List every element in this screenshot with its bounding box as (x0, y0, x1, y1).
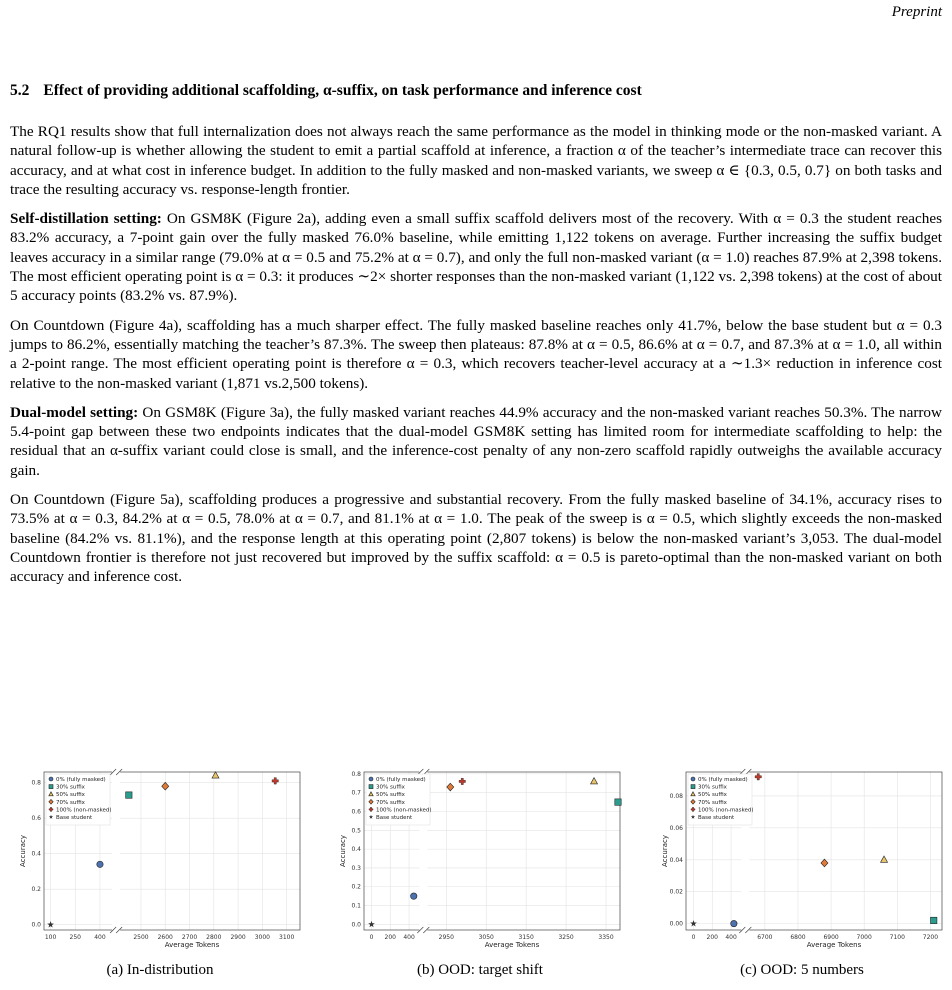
y-axis-label: Accuracy (19, 835, 27, 867)
data-point-70-suffix (821, 859, 828, 867)
data-point-50-suffix (591, 778, 598, 784)
section-heading (10, 82, 642, 100)
legend-marker-0-fully-masked (369, 777, 373, 781)
x-tick-label: 3100 (279, 934, 295, 941)
data-point-30-suffix (126, 792, 132, 798)
x-tick-label: 3150 (518, 934, 534, 941)
y-tick-label: 0.8 (31, 779, 41, 787)
x-tick-label: 6700 (757, 934, 773, 941)
x-tick-label: 200 (706, 934, 719, 941)
running-header: Preprint (891, 4, 942, 20)
legend-label-100-non-masked: 100% (non-masked) (698, 807, 754, 814)
data-point-0-fully-masked (97, 861, 103, 867)
figure-b (330, 605, 630, 950)
x-tick-label: 7100 (889, 934, 905, 941)
y-tick-label: 0.8 (351, 770, 361, 778)
x-tick-label: 250 (69, 934, 81, 941)
x-tick-label: 2500 (133, 934, 149, 941)
data-point-0-fully-masked (731, 920, 737, 926)
axis-break-gap (112, 769, 120, 933)
x-tick-label: 100 (44, 934, 57, 941)
legend-label-0-fully-masked: 0% (fully masked) (698, 777, 748, 783)
x-tick-label: 2900 (230, 934, 246, 941)
data-point-100-non-masked (755, 774, 761, 780)
data-point-30-suffix (615, 799, 621, 805)
legend-label-30-suffix: 30% suffix (698, 784, 727, 791)
x-tick-label: 6900 (823, 934, 839, 941)
caption-b: (b) OOD: target shift (417, 962, 543, 978)
legend-label-base-student: Base student (56, 815, 93, 821)
y-tick-label: 0.6 (351, 808, 361, 816)
paragraph-1: The RQ1 results show that full internalization does not always reach the same performance as the model in thinking mode or the non-masked variant. A natural follow-up is whether allowing the student to emit a partial scaffold at inference, a fraction α of the teacher’s intermediate trace can recover this accuracy, and at what cost in inference budget. In addition to the fully masked and non-masked variants, we sweep α ∈ {0.3, 0.5, 0.7} on both tasks and trace the resulting accuracy vs. response-length frontier. (10, 123, 942, 198)
body-text (10, 122, 942, 597)
section-number: 5.2 (10, 82, 30, 99)
y-tick-label: 0.2 (31, 886, 41, 894)
x-tick-label: 400 (403, 934, 415, 941)
y-tick-label: 0.7 (351, 789, 361, 797)
data-point-50-suffix (212, 772, 219, 778)
legend-label-0-fully-masked: 0% (fully masked) (376, 777, 426, 783)
legend-label-0-fully-masked: 0% (fully masked) (56, 777, 106, 783)
x-tick-label: 0 (691, 934, 696, 941)
caption-c: (c) OOD: 5 numbers (740, 962, 864, 978)
y-tick-label: 0.3 (351, 864, 361, 872)
y-tick-label: 0.0 (31, 921, 41, 929)
axes-right-frame (119, 772, 300, 930)
legend-label-70-suffix: 70% suffix (698, 799, 727, 806)
legend-label-base-student: Base student (376, 815, 413, 821)
x-tick-label: 2600 (157, 934, 173, 941)
paragraph-5: On Countdown (Figure 5a), scaffolding produces a progressive and substantial recovery. From the fully masked baseline of 34.1%, accuracy rises to 73.5% at α = 0.3, 84.2% at α = 0.5, 78.0% at α = 0.7, and 81.1% at α = 1.0. The peak of the sweep is α = 0.5, which slightly exceeds the non-masked baseline (84.2% vs. 81.1%), and the response length at this operating point (2,807 tokens) is below the non-masked variant’s 3,053. The dual-model Countdown frontier is therefore not just recovered but improved by the suffix scaffold: α = 0.5 is pareto-optimal than the non-masked variant on both accuracy and inference cost. (10, 491, 942, 586)
legend-label-50-suffix: 50% suffix (698, 792, 727, 799)
x-tick-label: 3050 (478, 934, 494, 941)
x-axis-label: Average Tokens (806, 941, 862, 949)
legend-marker-30-suffix (49, 785, 53, 789)
legend-label-base-student: Base student (698, 815, 735, 821)
legend-label-30-suffix: 30% suffix (56, 784, 85, 791)
y-tick-label: 0.0 (351, 921, 361, 929)
y-tick-label: 0.5 (351, 827, 361, 835)
y-tick-label: 0.4 (31, 850, 41, 858)
chart-b (330, 605, 630, 950)
legend-label-100-non-masked: 100% (non-masked) (56, 807, 112, 814)
legend-label-70-suffix: 70% suffix (376, 799, 405, 806)
y-axis-label: Accuracy (339, 835, 347, 867)
y-tick-label: 0.08 (669, 792, 683, 800)
x-axis-label: Average Tokens (164, 941, 220, 949)
data-point-30-suffix (931, 917, 937, 923)
x-tick-label: 400 (725, 934, 737, 941)
x-tick-label: 200 (384, 934, 397, 941)
paragraph-3: On Countdown (Figure 4a), scaffolding has a much sharper effect. The fully masked baseline reaches only 41.7%, below the base student but α = 0.3 jumps to 86.2%, essentially matching the teacher’s 87.3%. The sweep then plateaus: 87.8% at α = 0.5, 86.6% at α = 0.7, and 87.3% at α = 1.0, all within a 2-point range. The most efficient operating point is therefore α = 0.3, which recovers teacher-level accuracy at a ∼1.3× reduction in inference cost relative to the non-masked variant (1,871 vs.2,500 tokens). (10, 316, 942, 392)
paragraph-2 (10, 209, 942, 305)
paragraph-2-head: Self-distillation setting: (10, 210, 162, 228)
y-tick-label: 0.1 (351, 902, 361, 910)
data-point-50-suffix (881, 856, 888, 862)
figure-c (652, 605, 952, 950)
x-tick-label: 7200 (922, 934, 939, 941)
chart-c (652, 605, 952, 950)
paragraph-4 (10, 403, 942, 480)
x-tick-label: 2800 (206, 934, 222, 941)
y-tick-label: 0.00 (669, 920, 683, 928)
legend-marker-0-fully-masked (49, 777, 53, 781)
legend-label-100-non-masked: 100% (non-masked) (376, 807, 432, 814)
x-tick-label: 3350 (598, 934, 614, 941)
legend-marker-0-fully-masked (691, 777, 695, 781)
legend-label-70-suffix: 70% suffix (56, 799, 85, 806)
data-point-100-non-masked (272, 778, 278, 784)
x-tick-label: 6800 (790, 934, 806, 941)
legend-marker-30-suffix (691, 785, 695, 789)
data-point-100-non-masked (459, 778, 465, 784)
x-tick-label: 3250 (558, 934, 574, 941)
section-title: Effect of providing additional scaffolding, α-suffix, on task performance and inference cost (43, 82, 642, 99)
data-point-70-suffix (162, 782, 169, 790)
data-point-70-suffix (447, 783, 454, 791)
y-tick-label: 0.02 (669, 888, 683, 896)
y-tick-label: 0.6 (31, 815, 41, 823)
paragraph-4-body: On GSM8K (Figure 3a), the fully masked variant reaches 44.9% accuracy and the non-masked variant reaches 50.3%. The narrow 5.4-point gap between these two endpoints indicates that the dual-model GSM8K setting has limited room for intermediate scaffolding to help: the residual that an α-suffix variant could close is small, and the inference-cost penalty of any non-zero scaffold rapidly outweighs the available accuracy gain. (10, 403, 942, 479)
x-tick-label: 2950 (438, 934, 454, 941)
y-tick-label: 0.4 (351, 846, 361, 854)
paragraph-4-head: Dual-model setting: (10, 403, 139, 421)
legend-label-50-suffix: 50% suffix (376, 792, 405, 799)
paragraph-2-body: On GSM8K (Figure 2a), adding even a small suffix scaffold delivers most of the recovery. With α = 0.3 the student reaches 83.2% accuracy, a 7-point gain over the fully masked 76.0% baseline, while emitting 1,122 tokens on average. Further increasing the suffix budget leaves accuracy in a similar range (79.0% at α = 0.5 and 75.2% at α = 0.7), and only the full non-masked variant (α = 1.0) reaches 87.9% at 2,398 tokens. The most efficient operating point is α = 0.3: it produces ∼2× shorter responses than the non-masked variant (1,122 vs. 2,398 tokens) at the cost of about 5 accuracy points (83.2% vs. 87.9%). (10, 210, 942, 305)
caption-a: (a) In-distribution (106, 962, 214, 978)
legend-marker-30-suffix (369, 785, 373, 789)
y-tick-label: 0.06 (669, 824, 683, 832)
axes-right-frame (426, 772, 620, 930)
chart-a (10, 605, 310, 950)
figure-a (10, 605, 310, 950)
y-tick-label: 0.04 (669, 856, 683, 864)
x-tick-label: 3000 (254, 934, 271, 941)
data-point-0-fully-masked (411, 893, 417, 899)
x-axis-label: Average Tokens (484, 941, 540, 949)
x-tick-label: 7000 (856, 934, 872, 941)
y-tick-label: 0.2 (351, 883, 361, 891)
x-tick-label: 2700 (181, 934, 198, 941)
x-tick-label: 0 (369, 934, 374, 941)
y-axis-label: Accuracy (661, 835, 669, 867)
x-tick-label: 400 (94, 934, 106, 941)
legend-label-50-suffix: 50% suffix (56, 792, 85, 799)
legend-label-30-suffix: 30% suffix (376, 784, 405, 791)
